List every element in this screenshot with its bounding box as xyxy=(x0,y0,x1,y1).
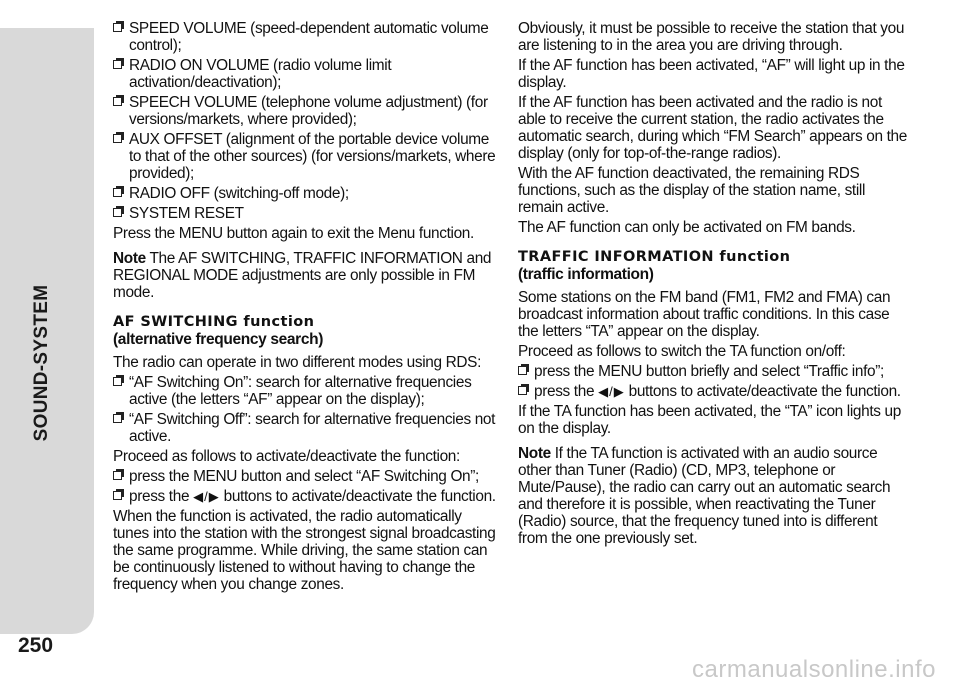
closing-paragraph: When the function is activated, the radio automatically tunes into the station with the strongest signal broadcasting the same programme. While driving, the same station can be continuously listened to without having to change the frequency when you change zones. xyxy=(113,508,496,593)
ti-heading xyxy=(518,248,910,284)
note-text: If the TA function is activated with an audio source other than Tuner (Radio) (CD, MP3, telephone or Mute/Pause), the radio can carry out an automatic search and therefore it is possible, when reactivating the Tuner (Radio) source, that the frequency tuned into is different from the one previously set. xyxy=(518,445,891,547)
sidebar xyxy=(0,0,98,686)
menu-item: SYSTEM RESET xyxy=(113,205,501,222)
page-number: 250 xyxy=(18,634,54,657)
checkbox-bullet-icon xyxy=(113,414,122,423)
checkbox-bullet-icon xyxy=(113,134,122,143)
checkbox-bullet-icon xyxy=(518,386,527,395)
note-label: Note xyxy=(518,445,551,462)
left-right-arrows-icon: ◀/▶ xyxy=(598,384,625,399)
paragraph: If the AF function has been activated, “AF” will light up in the display. xyxy=(518,57,905,91)
menu-item: RADIO ON VOLUME (radio volume limit activation/deactivation); xyxy=(113,57,501,91)
note-label: Note xyxy=(113,250,146,267)
procedure-step: press the MENU button briefly and select “Traffic info”; xyxy=(518,363,910,380)
paragraph: If the AF function has been activated and the radio is not able to receive the current station, the radio activates the automatic search, during which “FM Search” appears on the display (only for top-of-the-range radios). xyxy=(518,94,907,162)
checkbox-bullet-icon xyxy=(113,208,122,217)
note-paragraph xyxy=(113,250,501,301)
section-label: SOUND-SYSTEM xyxy=(31,284,52,442)
paragraph: Obviously, it must be possible to receive the station that you are listening to in the area you are driving through. xyxy=(518,20,905,54)
af-heading-title: AF SWITCHING function xyxy=(113,314,315,330)
af-heading xyxy=(113,313,501,349)
paragraph: With the AF function deactivated, the remaining RDS functions, such as the display of the station name, still remain active. xyxy=(518,165,866,216)
checkbox-bullet-icon xyxy=(113,377,122,386)
note-paragraph xyxy=(518,445,910,547)
procedure-intro: Proceed as follows to activate/deactivate the function: xyxy=(113,448,460,465)
checkbox-bullet-icon xyxy=(113,23,122,32)
left-column xyxy=(113,20,501,596)
af-heading-subtitle: (alternative frequency search) xyxy=(113,331,324,348)
left-right-arrows-icon: ◀/▶ xyxy=(193,489,220,504)
rds-intro: The radio can operate in two different modes using RDS: xyxy=(113,354,482,371)
checkbox-bullet-icon xyxy=(113,188,122,197)
ti-heading-title: TRAFFIC INFORMATION function xyxy=(518,249,791,265)
checkbox-bullet-icon xyxy=(113,471,122,480)
rds-mode-item: “AF Switching Off”: search for alternative frequencies not active. xyxy=(113,411,501,445)
checkbox-bullet-icon xyxy=(113,491,122,500)
note-text: The AF SWITCHING, TRAFFIC INFORMATION and REGIONAL MODE adjustments are only possible in FM mode. xyxy=(113,250,492,301)
exit-instruction: Press the MENU button again to exit the Menu function. xyxy=(113,225,474,242)
menu-item: SPEED VOLUME (speed-dependent automatic volume control); xyxy=(113,20,501,54)
paragraph: If the TA function has been activated, the “TA” icon lights up on the display. xyxy=(518,403,901,437)
procedure-step: press the MENU button and select “AF Switching On”; xyxy=(113,468,501,485)
menu-item: SPEECH VOLUME (telephone volume adjustment) (for versions/markets, where provided); xyxy=(113,94,501,128)
right-column xyxy=(518,20,910,550)
procedure-step: press the ◀/▶ buttons to activate/deactivate the function. xyxy=(113,488,501,505)
ti-heading-subtitle: (traffic information) xyxy=(518,266,654,283)
paragraph: Some stations on the FM band (FM1, FM2 and FMA) can broadcast information about traffic conditions. In this case the letters “TA” appear on the display. xyxy=(518,289,891,340)
rds-mode-item: “AF Switching On”: search for alternative frequencies active (the letters “AF” appear on the display); xyxy=(113,374,501,408)
procedure-step: press the ◀/▶ buttons to activate/deactivate the function. xyxy=(518,383,910,400)
watermark: carmanualsonline.info xyxy=(692,656,936,683)
menu-item: RADIO OFF (switching-off mode); xyxy=(113,185,501,202)
checkbox-bullet-icon xyxy=(113,60,122,69)
checkbox-bullet-icon xyxy=(113,97,122,106)
checkbox-bullet-icon xyxy=(518,366,527,375)
paragraph: Proceed as follows to switch the TA function on/off: xyxy=(518,343,846,360)
section-tab xyxy=(0,28,94,634)
menu-item: AUX OFFSET (alignment of the portable device volume to that of the other sources) (for versions/markets, where provided); xyxy=(113,131,501,182)
paragraph: The AF function can only be activated on FM bands. xyxy=(518,219,856,236)
